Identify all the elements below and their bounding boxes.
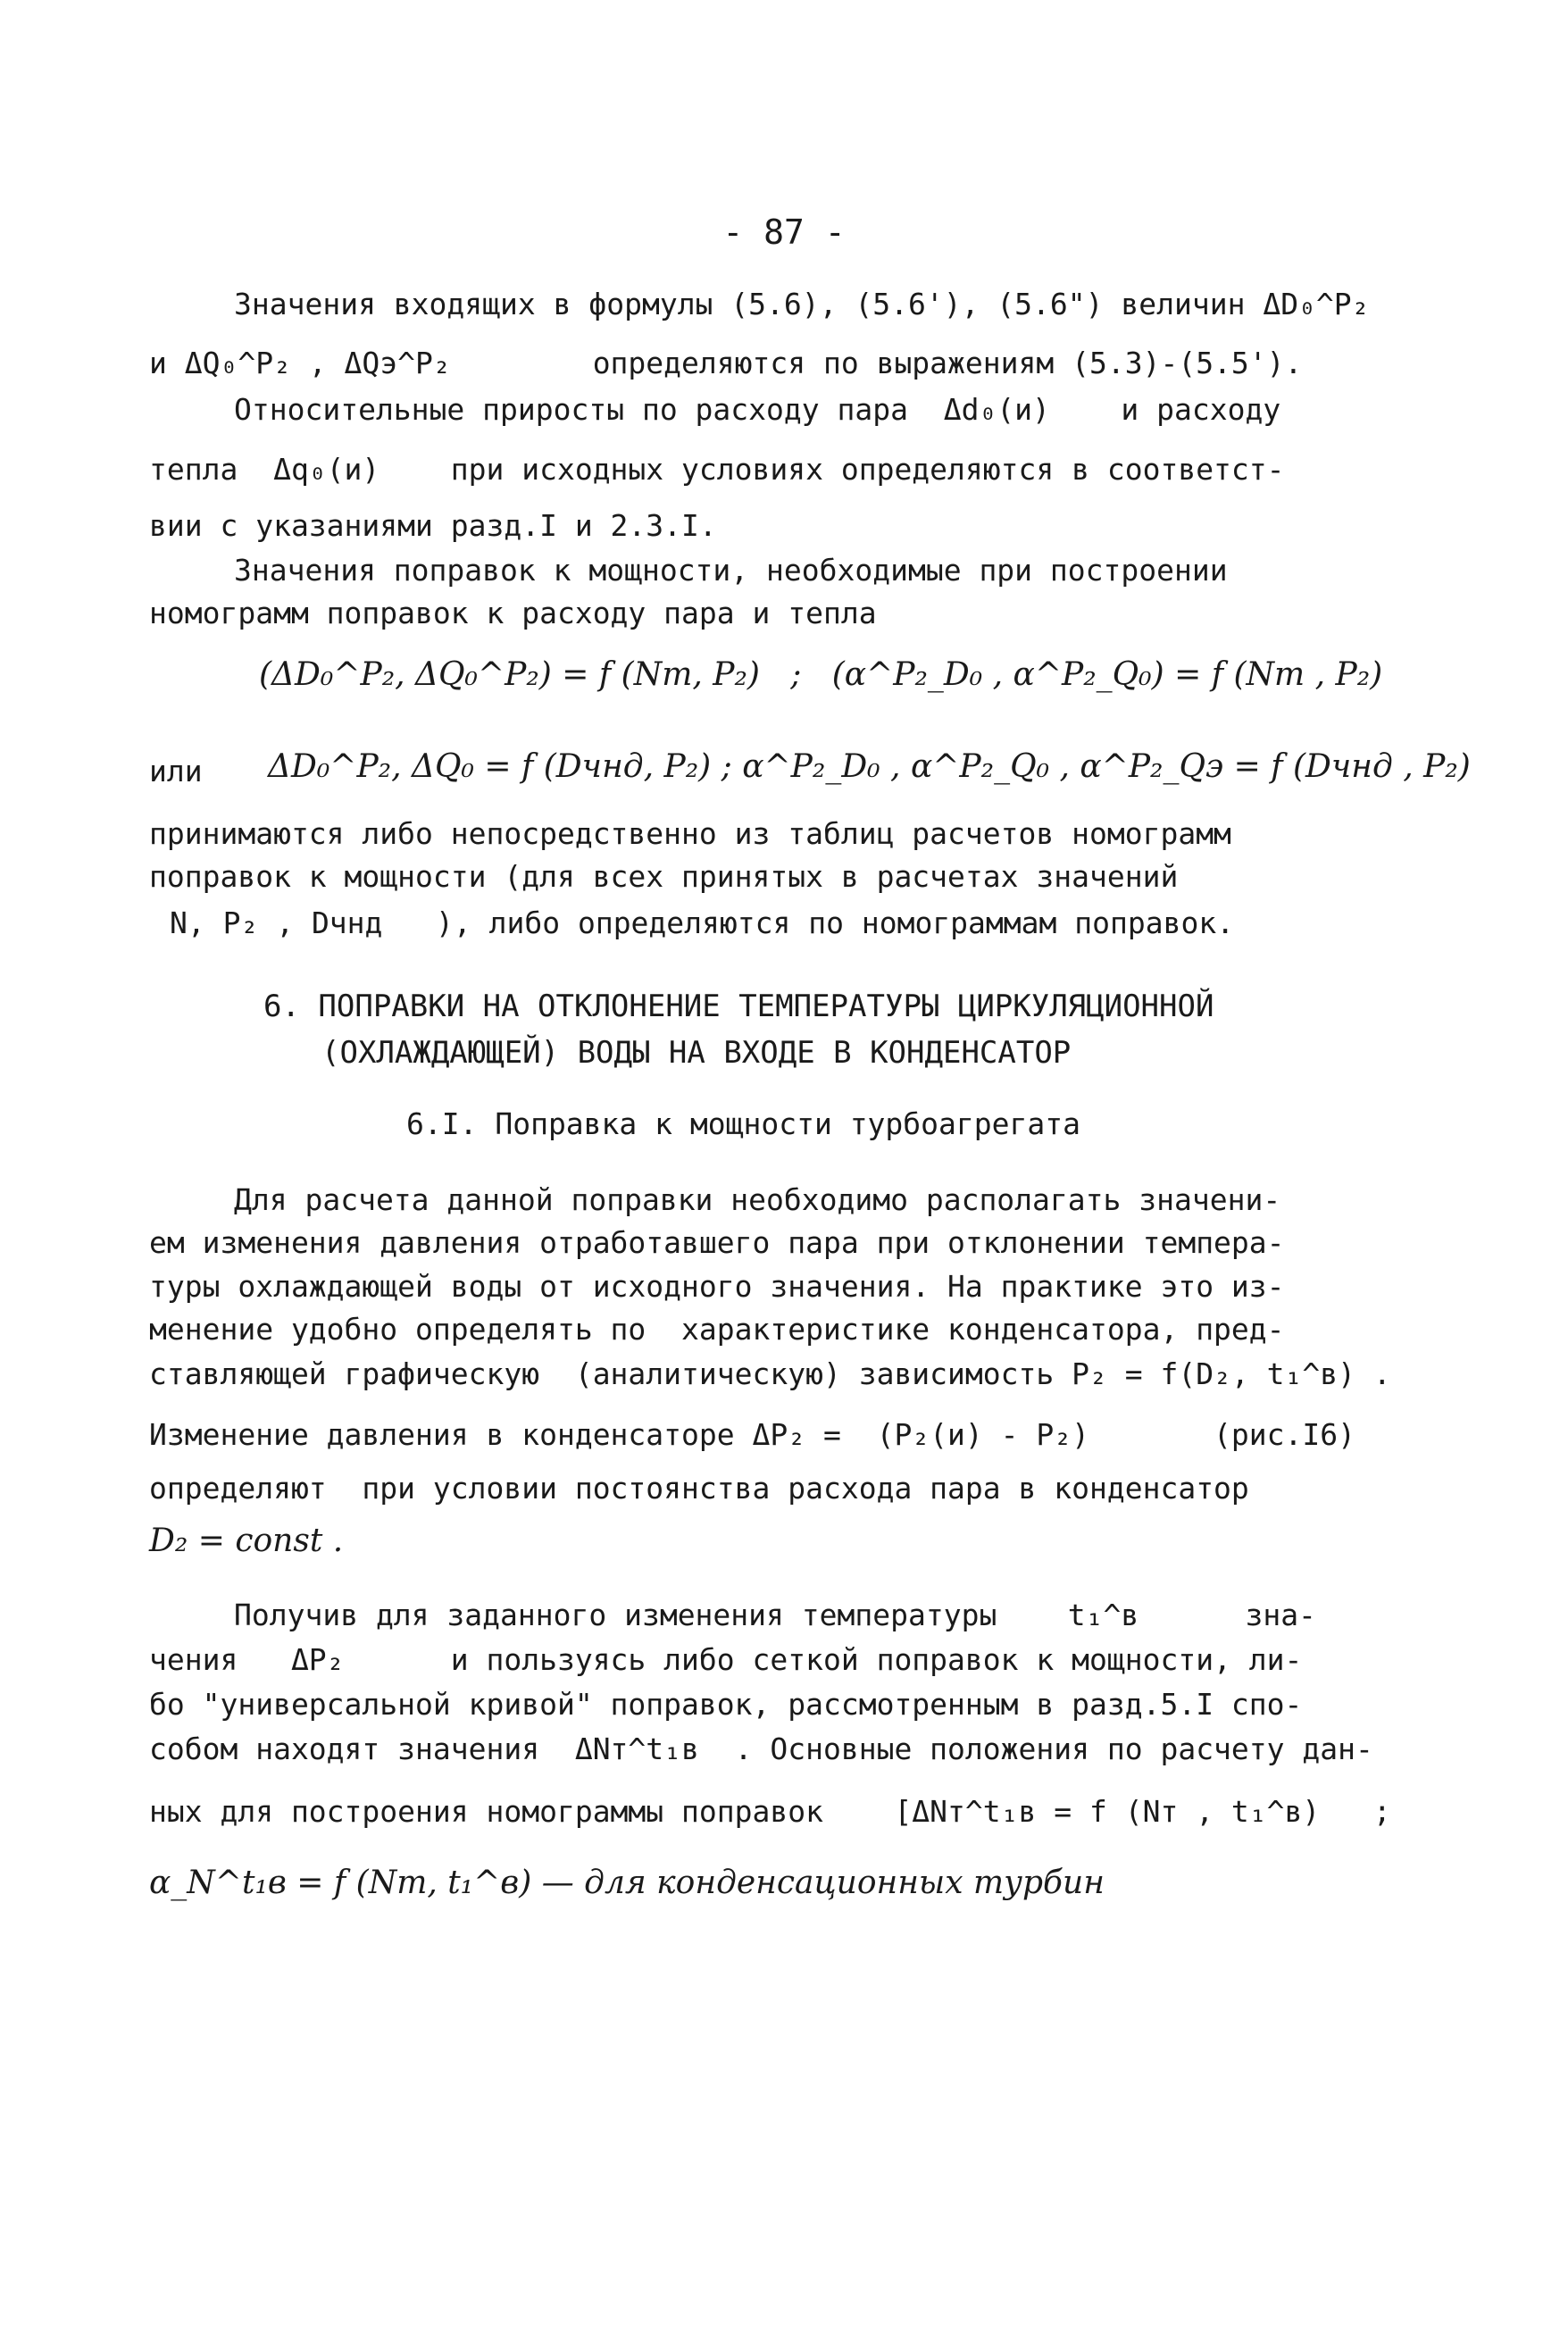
text-line: ставляющей графическую (аналитическую) зависимость P₂ = f(D₂, t₁^в) . xyxy=(149,1356,1391,1391)
subsection-heading: 6.I. Поправка к мощности турбоагрегата xyxy=(406,1106,1080,1141)
text-line: ных для построения номограммы поправок [ΔNт^t₁в = f (Nт , t₁^в) ; xyxy=(149,1794,1391,1829)
text-line: поправок к мощности (для всех принятых в расчетах значений xyxy=(149,859,1179,894)
formula-line: D₂ = const . xyxy=(149,1523,344,1559)
text-line: менение удобно определять по характеристике конденсатора, пред- xyxy=(149,1312,1285,1347)
text-line: N, P₂ , Dчнд ), либо определяются по номограммам поправок. xyxy=(170,905,1235,940)
text-line: Изменение давления в конденсаторе ΔP₂ = (P₂(и) - P₂) (рис.I6) xyxy=(149,1417,1356,1452)
section-heading: 6. ПОПРАВКИ НА ОТКЛОНЕНИЕ ТЕМПЕРАТУРЫ ЦИРКУЛЯЦИОННОЙ xyxy=(263,989,1214,1024)
text-line: бо "универсальной кривой" поправок, рассмотренным в разд.5.I спо- xyxy=(149,1687,1303,1722)
text-line: тепла Δq₀(и) при исходных условиях определяются в соответст- xyxy=(149,452,1285,487)
text-line: Значения поправок к мощности, необходимые при построении xyxy=(234,553,1228,588)
text-line: туры охлаждающей воды от исходного значения. На практике это из- xyxy=(149,1269,1285,1304)
formula-line: α_N^t₁в = f (Nт, t₁^в) — для конденсационных турбин xyxy=(149,1865,1105,1901)
text-line: и ΔQ₀^P₂ , ΔQэ^P₂ определяются по выражениям (5.3)-(5.5'). xyxy=(149,346,1303,380)
text-line: принимаются либо непосредственно из таблиц расчетов номограмм xyxy=(149,816,1231,851)
text-line: ем изменения давления отработавшего пара при отклонении темпера- xyxy=(149,1225,1285,1260)
text-line: чения ΔP₂ и пользуясь либо сеткой поправок к мощности, ли- xyxy=(149,1642,1303,1677)
formula-line: (ΔD₀^P₂, ΔQ₀^P₂) = f (Nт, P₂) ; (α^P₂_D₀ , α^P₂_Q₀) = f (Nт , P₂) xyxy=(259,656,1383,693)
text-line: собом находят значения ΔNт^t₁в . Основные положения по расчету дан- xyxy=(149,1731,1373,1766)
formula-line: ΔD₀^P₂, ΔQ₀ = f (Dчнд, P₂) ; α^P₂_D₀ , α^P₂_Q₀ , α^P₂_Qэ = f (Dчнд , P₂) xyxy=(268,748,1471,785)
text-line: номограмм поправок к расходу пара и тепла xyxy=(149,596,877,630)
text-line: вии с указаниями разд.I и 2.3.I. xyxy=(149,508,717,543)
text-line: Получив для заданного изменения температуры t₁^в зна- xyxy=(234,1598,1316,1632)
text-line: Относительные приросты по расходу пара Δd₀(и) и расходу xyxy=(234,392,1281,427)
section-heading: (ОХЛАЖДАЮЩЕЙ) ВОДЫ НА ВХОДЕ В КОНДЕНСАТОР xyxy=(321,1035,1072,1071)
text-line: определяют при условии постоянства расхода пара в конденсатор xyxy=(149,1471,1249,1506)
text-line: или xyxy=(149,754,203,789)
text-line: Значения входящих в формулы (5.6), (5.6'), (5.6") величин ΔD₀^P₂ xyxy=(234,287,1370,321)
text-line: Для расчета данной поправки необходимо располагать значени- xyxy=(234,1182,1281,1217)
page-number: - 87 - xyxy=(722,213,846,252)
